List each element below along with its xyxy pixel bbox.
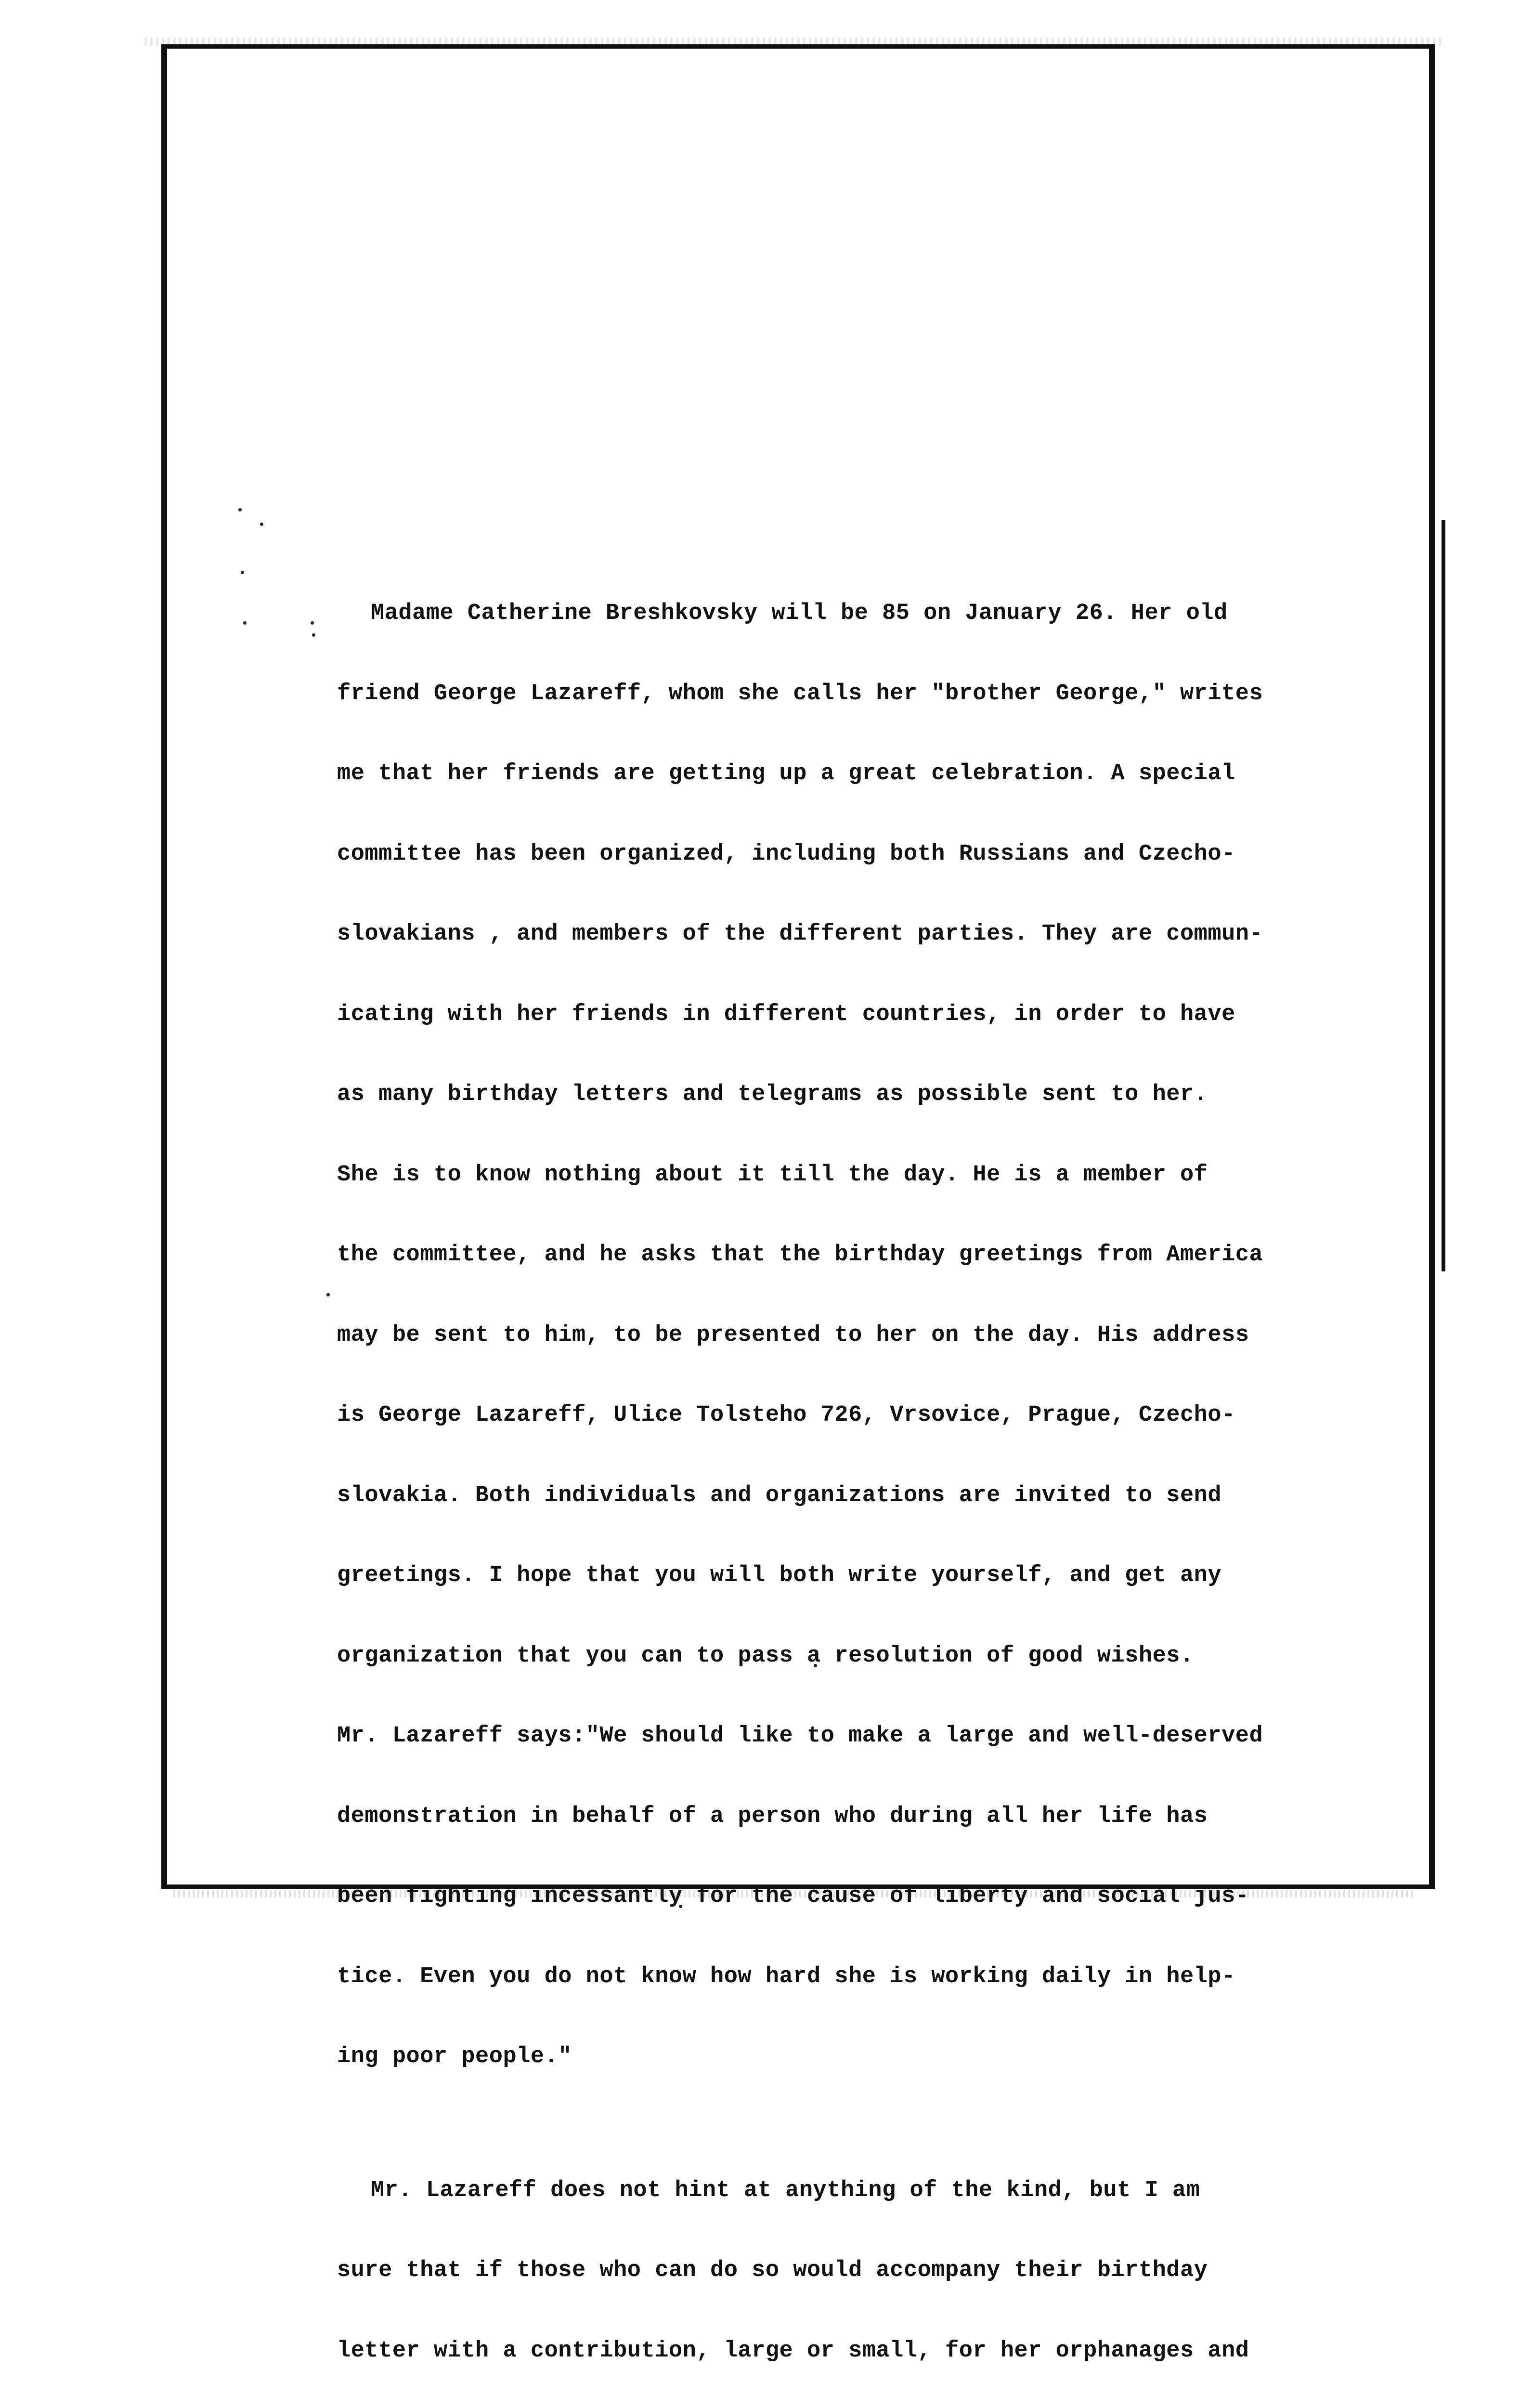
text-line: as many birthday letters and telegrams as possible sent to her. [337,1081,1367,1108]
text-line: sure that if those who can do so would accompany their birthday [337,2257,1367,2284]
page-frame-notch [1426,520,1445,1271]
text-line: me that her friends are getting up a great celebration. A special [337,760,1367,787]
text-line: letter with a contribution, large or small, for her orphanages and [337,2338,1367,2365]
text-line: organization that you can to pass a resolution of good wishes. [337,1643,1367,1670]
text-line: demonstration in behalf of a person who during all her life has [337,1803,1367,1830]
text-line: Mr. Lazareff says:"We should like to make a large and well-deserved [337,1723,1367,1750]
text-line: may be sent to him, to be presented to her on the day. His address [337,1322,1367,1349]
text-line: friend George Lazareff, whom she calls her "brother George," writes [337,681,1367,707]
letter-body [337,547,1367,2408]
text-line: icating with her friends in different countries, in order to have [337,1001,1367,1028]
text-line: is George Lazareff, Ulice Tolsteho 726, Vrsovice, Prague, Czecho- [337,1402,1367,1429]
text-line: the committee, and he asks that the birthday greetings from America [337,1242,1367,1269]
text-line: greetings. I hope that you will both write yourself, and get any [337,1562,1367,1589]
paragraph-2 [337,2124,1367,2408]
text-line: She is to know nothing about it till the day. He is a member of [337,1162,1367,1189]
text-line: been fighting incessantly for the cause of liberty and social jus- [337,1883,1367,1910]
paragraph-1 [337,547,1367,2124]
text-line: slovakia. Both individuals and organizations are invited to send [337,1482,1367,1509]
text-line: ing poor people." [337,2043,1367,2070]
text-line: slovakians , and members of the different parties. They are commun- [337,921,1367,948]
text-line: Mr. Lazareff does not hint at anything of the kind, but I am [337,2177,1367,2204]
text-line: committee has been organized, including both Russians and Czecho- [337,841,1367,868]
text-line: Madame Catherine Breshkovsky will be 85 on January 26. Her old [337,600,1367,627]
text-line: tice. Even you do not know how hard she is working daily in help- [337,1963,1367,1990]
